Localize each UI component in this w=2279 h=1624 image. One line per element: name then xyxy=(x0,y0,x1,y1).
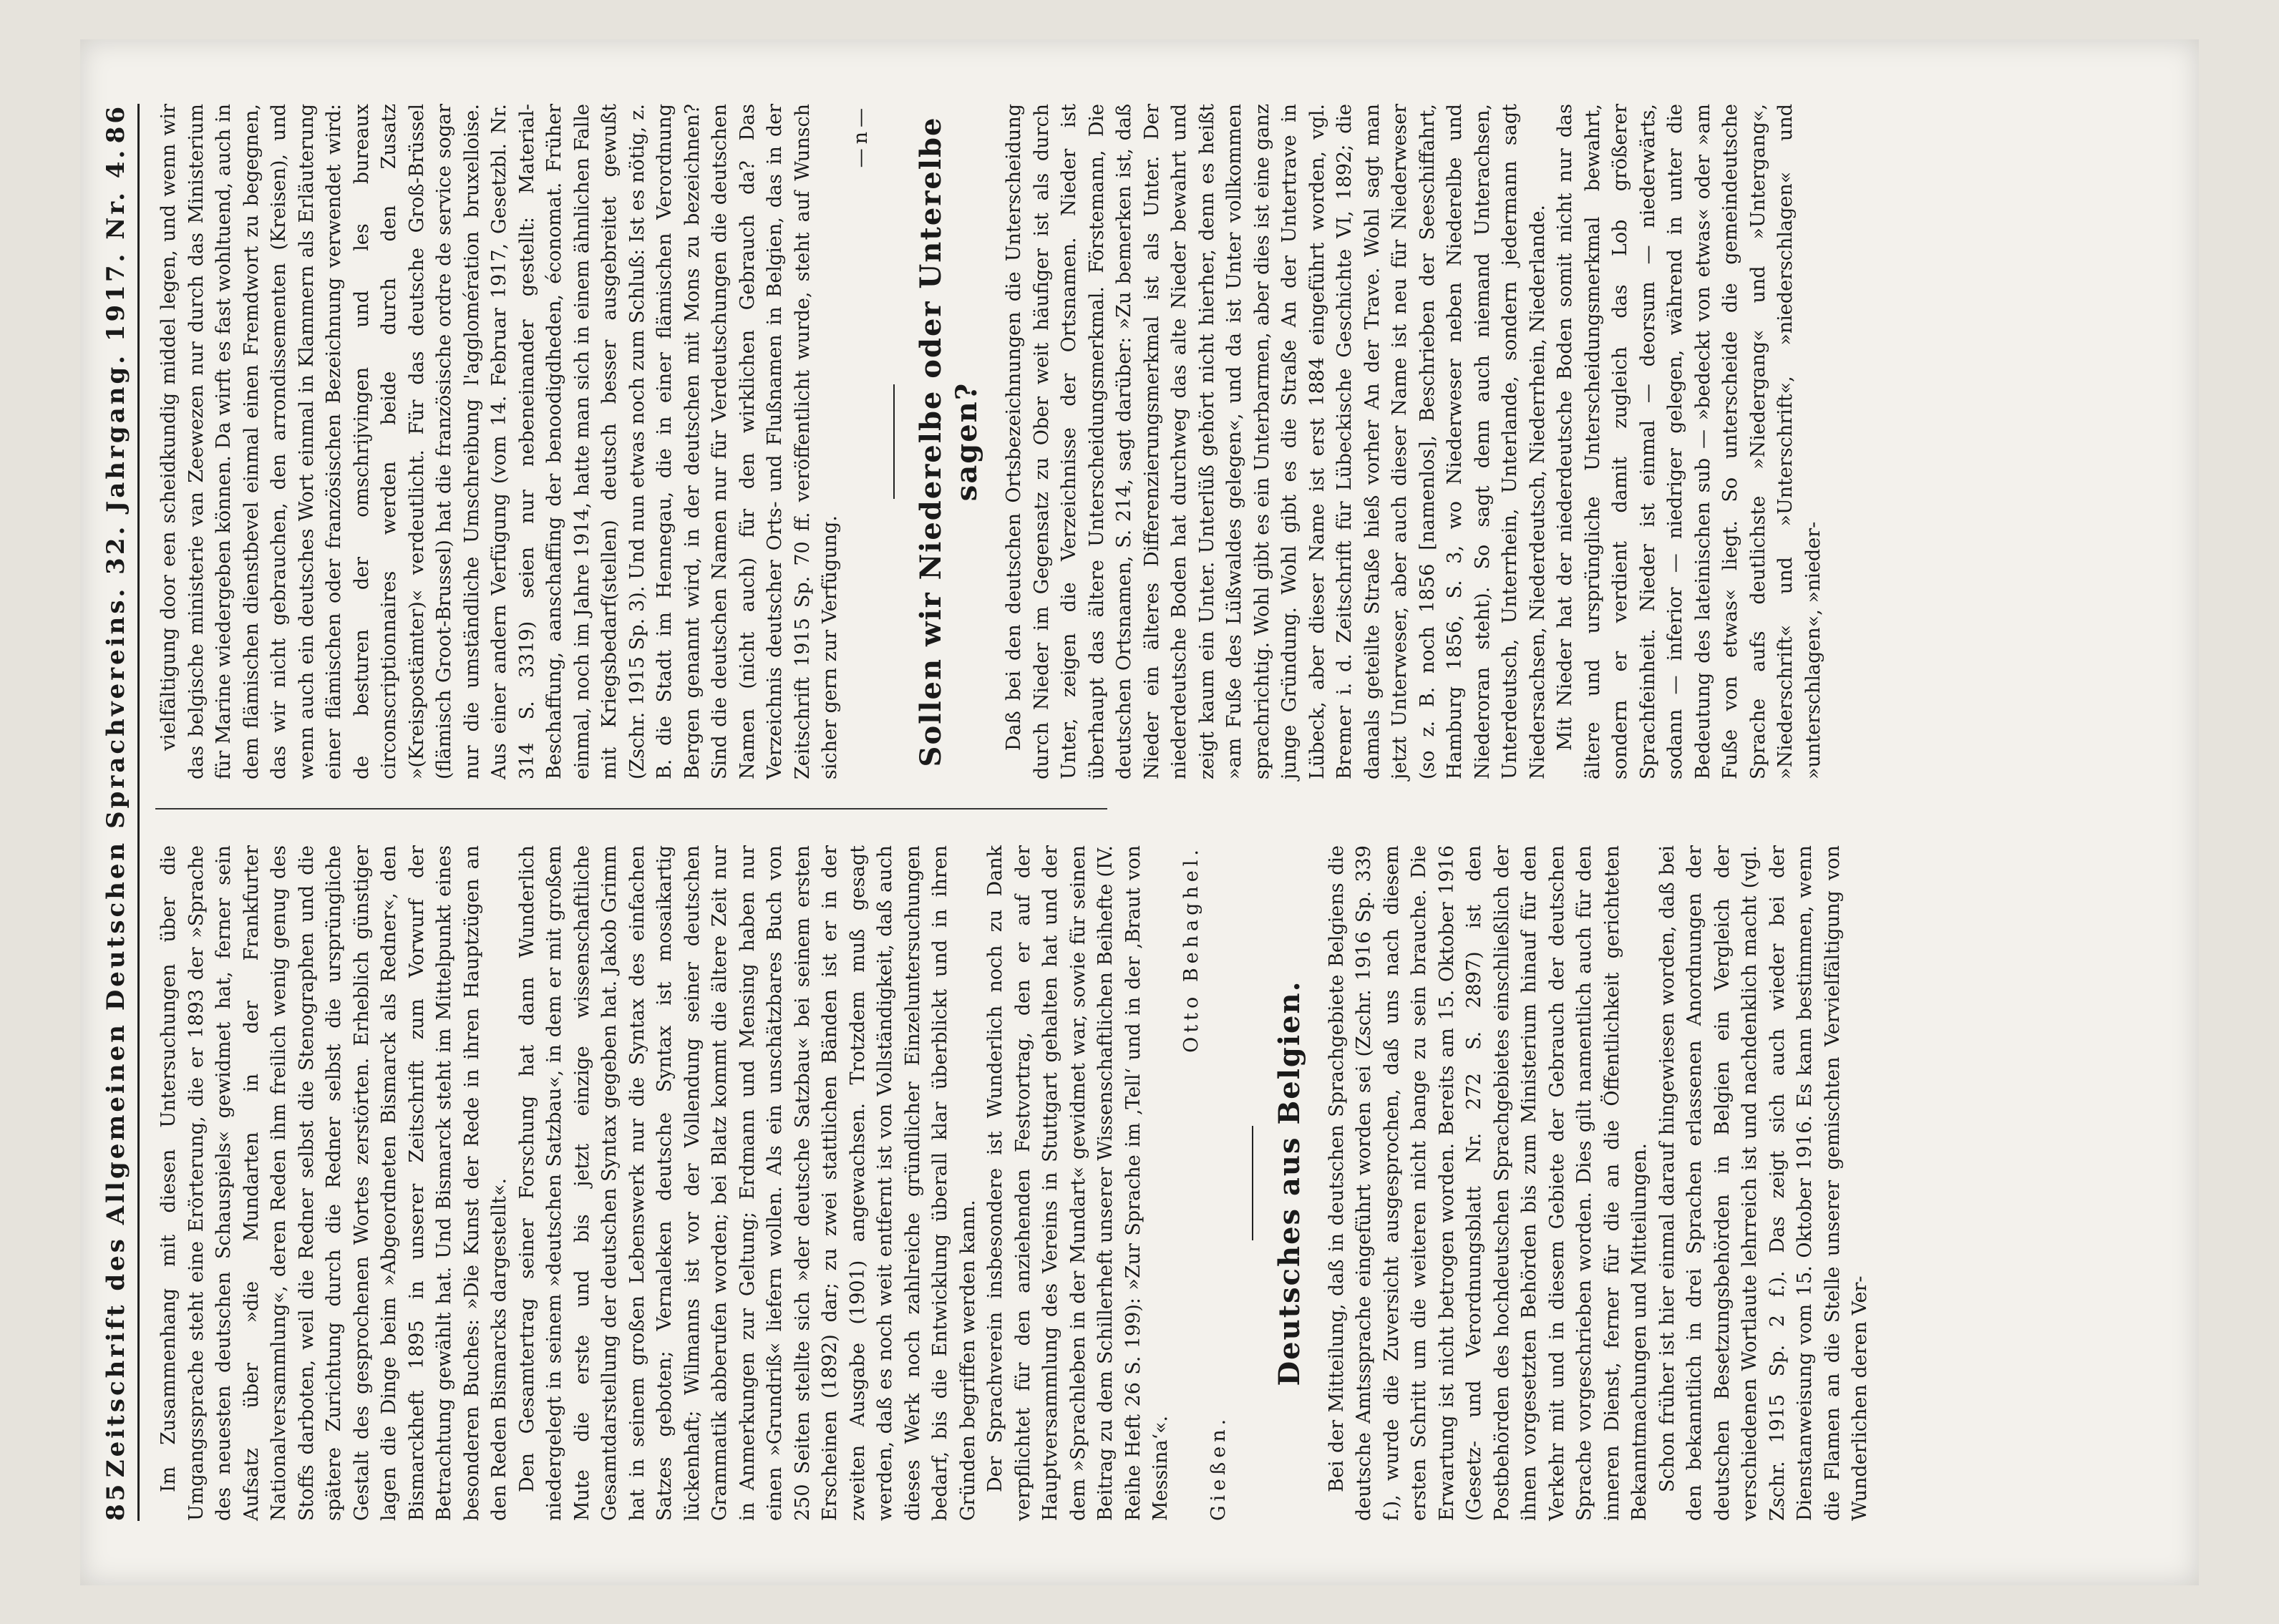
paragraph: Mit Nieder hat der niederdeutsche Boden somit nicht nur das ältere und ursprüngliche Unterscheidungsmerkmal bewahrt, sondern er verdient damit zugleich das Lob größerer Sprachfeinheit. Nieder ist einmal — deorsum — niederwärts, sodann — inferior — niedriger gelegen, während in unter die Bedeutung des lateinischen sub — »bedeckt von etwas« oder »am Fuße von etwas« liegt. So unterscheide die gemeindeutsche Sprache aufs deutlichste »Niedergang« und »Untergang«, »Niederschrift« und »Unterschrift«, »niederschlagen« und »unterschlagen«, »nieder- xyxy=(1554,103,1824,779)
article-heading: Deutsches aus Belgien. xyxy=(1272,979,1306,1386)
article-heading: Sollen wir Niederelbe oder Unterelbe sagen? xyxy=(914,116,983,767)
paragraph: Den Gesamtertrag seiner Forschung hat dann Wunderlich niedergelegt in seinem »deutschen Satzbau«, in dem er mit großem Mute die erste und bis jetzt einzige wissenschaftliche Gesamtdarstellung der deutschen Syntax gegeben hat. Jakob Grimm hat in seinem großen Lebenswerk nur die Syntax des einfachen Satzes geboten; Vernaleken deutsche Syntax ist mosaikartig lückenhaft; Wilmanns ist vor der Vollendung seiner deutschen Grammatik abberufen worden; bei Blatz kommt die ältere Zeit nur in Anmerkungen zur Geltung; Erdmann und Mensing haben nur einen »Grundriß« liefern wollen. Als ein unschätzbares Buch von 250 Seiten stellte sich »der deutsche Satzbau« bei seinem ersten Erscheinen (1892) dar; zu zwei stattlichen Bänden ist er in der zweiten Ausgabe (1901) angewachsen. Trotzdem muß gesagt werden, daß es noch weit entfernt ist von Vollständigkeit, daß auch dieses Werk noch zahlreiche gründlicher Einzeluntersuchungen bedarf, bis die Entwicklung überall klar überblickt und in ihren Gründen begriffen werden kann. xyxy=(515,845,979,1521)
signature: Otto Behaghel. xyxy=(1180,845,1202,1053)
journal-page xyxy=(80,39,1871,1585)
signature-place: Gießen. xyxy=(1207,1414,1230,1521)
paragraph: Schon früher ist hier einmal darauf hingewiesen worden, daß bei den bekanntlich in drei Sprachen erlassenen Anordnungen der deutschen Besetzungsbehörden in Belgien ein Vergleich der verschiedenen Wortlaute lehrreich ist und nachdenklich macht (vgl. Zschr. 1915 Sp. 2 f.). Das zeigt sich auch wieder bei der Dienstanweisung vom 15. Oktober 1916. Es kann bestimmen, wenn die Flamen an die Stelle unserer gemischten Vervielfältigung von Wunderlichen deren Ver- xyxy=(1656,845,1871,1521)
paragraph: Der Sprachverein insbesondere ist Wunderlich noch zu Dank verpflichtet für den anziehenden Festvortrag, den er auf der Hauptversammlung des Vereins in Stuttgart gehalten hat und der dem »Sprachleben in der Mundart« gewidmet war, sowie für seinen Beitrag zu dem Schillerheft unserer Wissenschaftlichen Beihefte (IV. Reihe Heft 26 S. 199): »Zur Sprache im ‚Tell‘ und in der ‚Braut von Messina‘«. xyxy=(984,845,1172,1521)
paragraph: Bei der Mitteilung, daß in deutschen Sprachgebiete Belgiens die deutsche Amtssprache eingeführt worden sei (Zschr. 1916 Sp. 339 f.), wurde die Zuversicht ausgesprochen, daß uns nach diesem ersten Schritt um die weiteren nicht bange zu sein brauche. Die Erwartung ist nicht betrogen worden. Bereits am 15. Oktober 1916 (Gesetz- und Verordnungsblatt Nr. 272 S. 2897) ist den Postbehörden des hochdeutschen Sprachgebietes einschließlich der ihnen vorgesetzten Behörden bis zum Ministerium hinauf für den Verkehr mit und in diesem Gebiete der Gebrauch der deutschen Sprache vorgeschrieben worden. Dies gilt namentlich auch für den inneren Dienst, ferner für die an die Öffentlichkeit gerichteten Bekanntmachungen und Mitteilungen. xyxy=(1325,845,1651,1521)
columns xyxy=(155,103,1871,1521)
journal-spread xyxy=(80,39,2199,1585)
journal-page-blank xyxy=(1140,39,2199,1585)
column-right xyxy=(155,103,1824,809)
paragraph: Im Zusammenhang mit diesen Untersuchungen über die Umgangssprache steht eine Erörterung, die er 1893 der »Sprache des neuesten deutschen Schauspiels« gewidmet hat, ferner sein Aufsatz über »die Mundarten in der Frankfurter Nationalversammlung«, deren Reden ihm freilich wenig genug des Stoffs darboten, weil die Redner selbst die Stenographen und die spätere Zurichtung durch die Redner selbst die ursprüngliche Gestalt des gesprochenen Wortes zerstörten. Erheblich günstiger lagen die Dinge beim »Abgeordneten Bismarck als Redner«, den Bismarckheft 1895 in unserer Zeitschrift zum Vorwurf der Betrachtung gewählt hat. Und Bismarck steht im Mittelpunkt eines besonderen Buches: »Die Kunst der Rede in ihren Hauptzügen an den Reden Bismarcks dargestellt«. xyxy=(157,845,510,1521)
section-divider xyxy=(893,384,895,499)
page-number-right: 86 xyxy=(102,103,130,143)
signature: —n— xyxy=(849,103,872,167)
page-number-left: 85 xyxy=(102,1481,130,1521)
column-left xyxy=(155,845,1871,1521)
running-head xyxy=(102,104,140,1521)
paragraph: Daß bei den deutschen Ortsbezeichnungen die Unterscheidung durch Nieder im Gegensatz zu Ober weit häufiger ist als durch Unter, zeigen die Verzeichnisse der Ortsnamen. Nieder ist überhaupt das ältere Unterscheidungsmerkmal. Förstemann, Die deutschen Ortsnamen, S. 214, sagt darüber: »Zu bemerken ist, daß Nieder ein älteres Differenzierungsmerkmal ist als Unter. Der niederdeutsche Boden hat durchweg das alte Nieder bewahrt und zeigt kaum ein Unter. Unterlüß gehört nicht hierher, denn es heißt »am Fuße des Lüßwaldes gelegen«, und da ist Unter vollkommen sprachrichtig. Wohl gibt es ein Unterbarmen, aber dies ist eine ganz junge Gründung. Wohl gibt es die Straße An der Untertrave in Lübeck, aber dieser Name ist erst 1884 eingeführt worden, vgl. Bremer i. d. Zeitschrift für Lübeckische Geschichte VI, 1892; die damals geteilte Straße hieß vorher An der Trave. Wohl sagt man jetzt Unterweser, aber auch dieser Name ist neu für Niederweser (so z. B. noch 1856 [namenlos], Beschrieben der Seeschiffahrt, Hamburg 1856, S. 3, wo Niederweser neben Niederelbe und Niederoran steht). So sagt denn auch niemand Unterachsen, Unterdeutsch, Unterrhein, Unterlande, sondern jedermann sagt Niedersachsen, Niederdeutsch, Niederrhein, Niederlande. xyxy=(1003,103,1549,779)
running-title: Zeitschrift des Allgemeinen Deutschen Sprachvereins. 32. Jahrgang. 1917. Nr. 4. xyxy=(102,147,130,1477)
paragraph: vielfältigung door een scheidkundig middel legen, und wenn wir das belgische ministerie van Zeewezen nur durch das Ministerium für Marine wiedergeben können. Da wirft es fast wohltuend, auch in dem flämischen dienstbevel einmal einen Fremdwort zu begegnen, das wir nicht gebrauchen, den arrondissementen (Kreisen), und wenn auch ein deutsches Wort einmal in Klammern als Erläuterung einer flämischen oder französischen Bezeichnung verwendet wird: de besturen der omschrijvingen und les bureaux circonscriptionnaires werden beide durch den Zusatz »(Kreispostämter)« verdeutlicht. Für das deutsche Groß-Brüssel (flämisch Groot-Brussel) hat die französische ordre de service sogar nur die umständliche Umschreibung l'agglomération bruxelloise. Aus einer andern Verfügung (vom 14. Februar 1917, Gesetzbl. Nr. 314 S. 3319) seien nur nebeneinander gestellt: Material-Beschaffung, aanschaffing der benoodigdheden, économat. Früher einmal, noch im Jahre 1914, hatte man sich in einem ähnlichen Falle mit Kriegsbedarf(stellen) deutsch besser ausgebreitet gewußt (Zschr. 1915 Sp. 3). Und nun etwas noch zum Schluß: Ist es nötig, z. B. die Stadt im Hennegau, die in einer flämischen Verordnung Bergen genannt wird, in der deutschen mit Mons zu bezeichnen? Sind die deutschen Namen nur für Verdeutschungen die deutschen Namen (nicht auch) für den wirklichen Gebrauch da? Das Verzeichnis deutscher Orts- und Flußnamen in Belgien, das in der Zeitschrift 1915 Sp. 70 ff. veröffentlicht wurde, steht auf Wunsch sicher gern zur Verfügung. xyxy=(157,103,841,779)
